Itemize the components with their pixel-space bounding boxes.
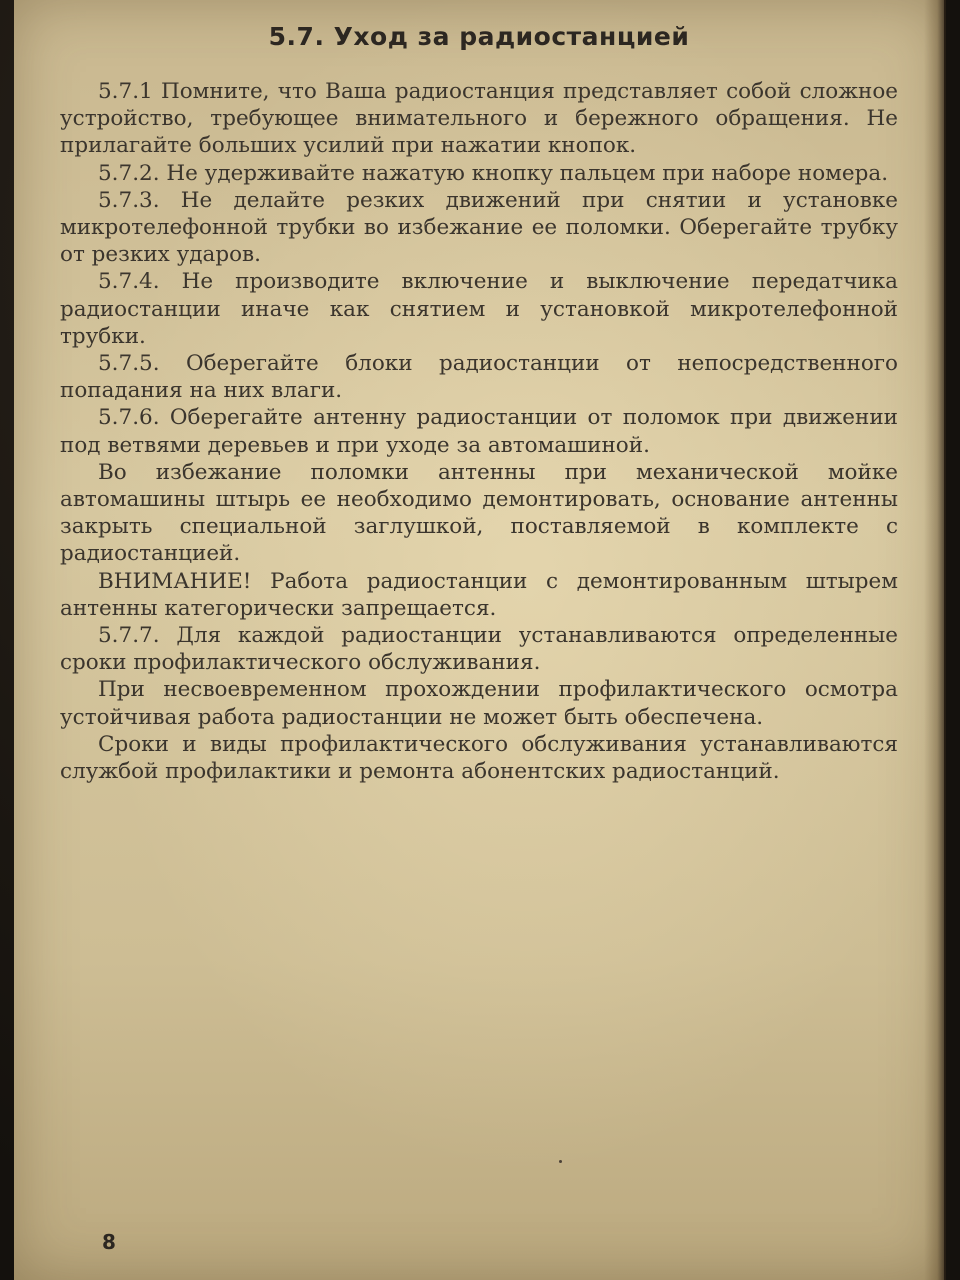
paragraph-5-7-3: 5.7.3. Не делайте резких движений при снятии и установке микротелефонной трубки во избежание ее поломки. Оберегайте трубку от резких ударов. bbox=[60, 187, 898, 268]
paragraph-maintenance-terms: Сроки и виды профилактического обслуживания устанавливаются службой профилактики и ремонта абонентских радиостанций. bbox=[60, 731, 898, 785]
body-text bbox=[60, 78, 898, 785]
paragraph-untimely-inspection: При несвоевременном прохождении профилактического осмотра устойчивая работа радиостанции не может быть обеспечена. bbox=[60, 677, 898, 730]
paragraph-5-7-5: 5.7.5. Оберегайте блоки радиостанции от непосредственного попадания на них влаги. bbox=[60, 351, 898, 404]
book-page bbox=[14, 0, 944, 1280]
section-heading: 5.7. Уход за радиостанцией bbox=[268, 22, 690, 51]
paragraph-5-7-7: 5.7.7. Для каждой радиостанции устанавливаются определенные сроки профилактического обслуживания. bbox=[60, 623, 898, 676]
paragraph-5-7-4: 5.7.4. Не производите включение и выключение передатчика радиостанции иначе как снятием и установкой микротелефонной трубки. bbox=[60, 269, 898, 349]
paper-speck bbox=[559, 1160, 562, 1163]
page-number: 8 bbox=[102, 1230, 116, 1254]
page-edge-shadow bbox=[924, 0, 946, 1280]
paragraph-antenna-wash: Во избежание поломки антенны при механической мойке автомашины штырь ее необходимо демонтировать, основание антенны закрыть специальной заглушкой, поставляемой в комплекте с радиостанцией. bbox=[60, 459, 898, 567]
paragraph-warning: ВНИМАНИЕ! Работа радиостанции с демонтированным штырем антенны категорически запрещается. bbox=[60, 568, 898, 621]
paragraph-5-7-2: 5.7.2. Не удерживайте нажатую кнопку пальцем при наборе номера. bbox=[98, 160, 889, 186]
paragraph-5-7-6: 5.7.6. Оберегайте антенну радиостанции от поломок при движении под ветвями деревьев и при уходе за автомашиной. bbox=[60, 405, 898, 458]
paragraph-5-7-1: 5.7.1 Помните, что Ваша радиостанция представляет собой сложное устройство, требующее внимательного и бережного обращения. Не прилагайте больших усилий при нажатии кнопок. bbox=[60, 79, 898, 159]
